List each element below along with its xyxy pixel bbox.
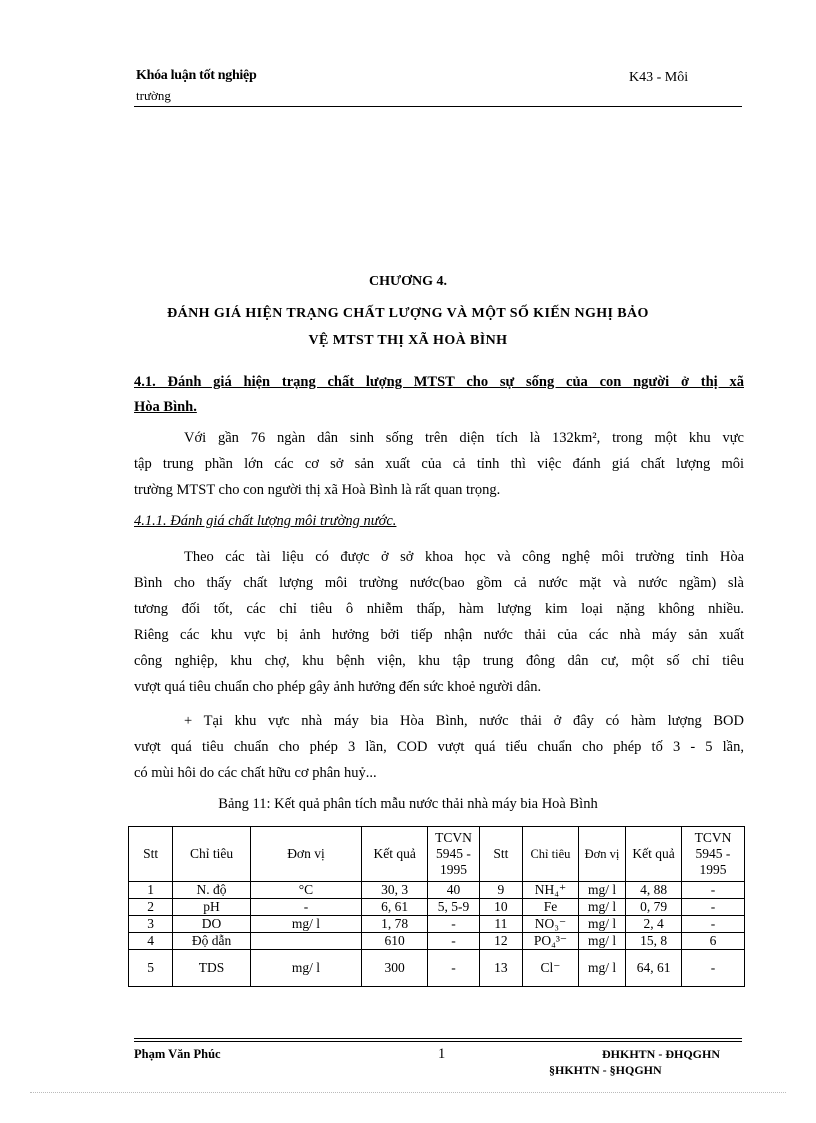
paragraph-line: Theo các tài liệu có được ở sở khoa học và công nghệ môi trường tỉnh Hòa	[184, 549, 744, 565]
subsection-heading: 4.1.1. Đánh giá chất lượng môi trường nước.	[134, 513, 397, 529]
paragraph-1	[134, 425, 744, 503]
table-cell: mg/ l	[578, 882, 625, 899]
paragraph-3	[134, 708, 744, 786]
table-cell: 4	[129, 933, 173, 950]
table-row	[129, 899, 745, 916]
table-cell: DO	[173, 916, 250, 933]
table-cell: mg/ l	[578, 916, 625, 933]
paragraph-line: có mùi hôi do các chất hữu cơ phân huỷ...	[134, 765, 377, 781]
table-cell: pH	[173, 899, 250, 916]
table-cell: mg/ l	[578, 933, 625, 950]
table-cell: mg/ l	[250, 950, 361, 987]
header-right: K43 - Môi	[629, 70, 689, 85]
paragraph-line: + Tại khu vực nhà máy bia Hòa Bình, nước thải ở đây có hàm lượng BOD	[184, 713, 744, 729]
table-cell: 12	[479, 933, 522, 950]
table-cell: -	[681, 916, 744, 933]
col-header: Chỉ tiêu	[173, 827, 250, 882]
col-header: Kết quả	[362, 827, 428, 882]
table-cell: °C	[250, 882, 361, 899]
section-heading-line1: 4.1. Đánh giá hiện trạng chất lượng MTST cho sự sống của con người ở thị xã	[134, 374, 744, 390]
table-cell: 15, 8	[626, 933, 682, 950]
chapter-label: CHƯƠNG 4.	[368, 274, 448, 289]
table-cell: 10	[479, 899, 522, 916]
table-cell: 3	[129, 916, 173, 933]
paragraph-line: tập trung phần lớn các cơ sở sản xuất của cả tỉnh thì việc đánh giá chất lượng môi	[134, 456, 744, 472]
col-header: Stt	[479, 827, 522, 882]
table-cell: 300	[362, 950, 428, 987]
table-cell: 610	[362, 933, 428, 950]
table-cell: mg/ l	[578, 950, 625, 987]
table-cell: 5	[129, 950, 173, 987]
footer-rule	[134, 1038, 742, 1039]
paragraph-line: Bình cho thấy chất lượng môi trường nước(bao gồm cả nước mặt và nước ngầm) slà	[134, 575, 744, 591]
page-number: 1	[438, 1046, 446, 1062]
table-cell: NH₄⁺	[523, 882, 579, 899]
table-cell: 1	[129, 882, 173, 899]
table-cell: 5, 5-9	[428, 899, 480, 916]
table-cell: 6, 61	[362, 899, 428, 916]
table-cell: -	[428, 933, 480, 950]
table-cell: 2	[129, 899, 173, 916]
table-cell: 11	[479, 916, 522, 933]
table-cell: 9	[479, 882, 522, 899]
footer-institution-alt: §HKHTN - §HQGHN	[549, 1063, 662, 1077]
header-rule	[134, 106, 742, 107]
footer-author: Phạm Văn Phúc	[134, 1047, 221, 1061]
table-cell: Cl⁻	[523, 950, 579, 987]
col-header: Chỉ tiêu	[523, 827, 579, 882]
footer-rule	[134, 1041, 742, 1042]
col-header: Stt	[129, 827, 173, 882]
section-heading	[134, 370, 744, 420]
table-row	[129, 916, 745, 933]
col-header: Kết quả	[626, 827, 682, 882]
col-header: Đơn vị	[250, 827, 361, 882]
table-cell: N. độ	[173, 882, 250, 899]
paragraph-line: tương đối tốt, các chỉ tiêu ô nhiễm thấp, hàm lượng kim loại nặng không nhiều.	[134, 601, 744, 617]
paragraph-line: vượt quá tiêu chuẩn cho phép 3 lần, COD vượt quá tiểu chuẩn cho phép tố 3 - 5 lần,	[134, 739, 744, 755]
paragraph-2	[134, 544, 744, 700]
paragraph-line: Với gần 76 ngàn dân sinh sống trên diện tích là 132km², trong một khu vực	[184, 430, 744, 446]
footer-institution: ĐHKHTN - ĐHQGHN	[602, 1047, 721, 1061]
table-cell: mg/ l	[578, 899, 625, 916]
table-cell: Độ dẫn	[173, 933, 250, 950]
table-cell: -	[681, 899, 744, 916]
table-cell: -	[681, 882, 744, 899]
table-cell: 2, 4	[626, 916, 682, 933]
table-cell: 0, 79	[626, 899, 682, 916]
chapter-title-line1: ĐÁNH GIÁ HIỆN TRẠNG CHẤT LƯỢNG VÀ MỘT SỐ KIẾN NGHỊ BẢO	[167, 306, 649, 321]
table-cell: 30, 3	[362, 882, 428, 899]
chapter-title-line2: VỆ MTST THỊ XÃ HOÀ BÌNH	[308, 333, 508, 348]
table-cell: 64, 61	[626, 950, 682, 987]
table-cell: 4, 88	[626, 882, 682, 899]
table-cell: 1, 78	[362, 916, 428, 933]
table-cell: -	[250, 899, 361, 916]
header-left-subtitle: trường	[136, 88, 171, 103]
table-cell: 40	[428, 882, 480, 899]
col-header: TCVN 5945 - 1995	[681, 827, 744, 882]
table-cell: Fe	[523, 899, 579, 916]
table-cell: 6	[681, 933, 744, 950]
paragraph-line: công nghiệp, khu chợ, khu bệnh viện, khu tập trung đông dân cư, một số chỉ tiêu	[134, 653, 744, 669]
table-caption: Bảng 11: Kết quả phân tích mẫu nước thải nhà máy bia Hoà Bình	[218, 796, 598, 812]
header-left-title: Khóa luận tốt nghiệp	[136, 68, 257, 83]
table-cell	[250, 933, 361, 950]
col-header: TCVN 5945 - 1995	[428, 827, 480, 882]
paragraph-line: Riêng các khu vực bị ảnh hưởng bởi tiếp nhận nước thải của các nhà máy sản xuất	[134, 627, 744, 643]
table-cell: -	[428, 950, 480, 987]
page-edge-divider	[30, 1092, 786, 1093]
table-header-row	[129, 827, 745, 882]
table-cell: -	[681, 950, 744, 987]
col-header: Đơn vị	[578, 827, 625, 882]
table-cell: TDS	[173, 950, 250, 987]
table-cell: PO₄³⁻	[523, 933, 579, 950]
table-cell: -	[428, 916, 480, 933]
table-row	[129, 882, 745, 899]
table-cell: 13	[479, 950, 522, 987]
section-heading-line2: Hòa Bình.	[134, 399, 197, 415]
paragraph-line: vượt quá tiêu chuẩn cho phép gây ảnh hưởng đến sức khoẻ người dân.	[134, 679, 542, 695]
table-cell: mg/ l	[250, 916, 361, 933]
paragraph-line: trường MTST cho con người thị xã Hoà Bình là rất quan trọng.	[134, 482, 501, 498]
table-cell: NO₃⁻	[523, 916, 579, 933]
results-table	[128, 826, 745, 987]
table-row	[129, 950, 745, 987]
table-row	[129, 933, 745, 950]
